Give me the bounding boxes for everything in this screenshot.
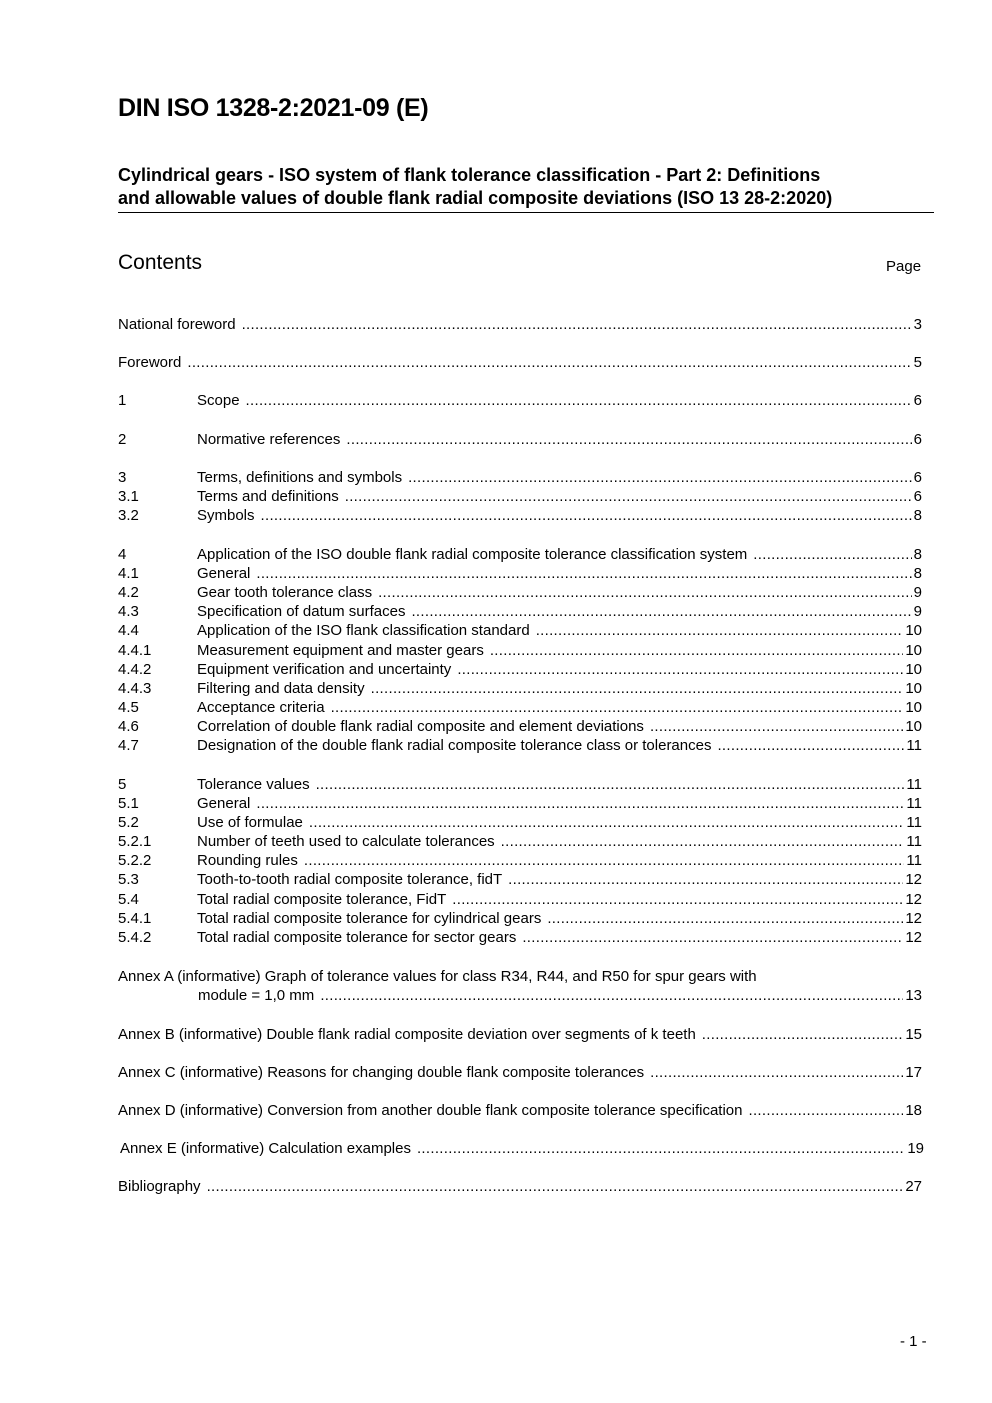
toc-entry-annex[interactable] — [118, 1101, 922, 1120]
toc-leader-dots — [309, 813, 905, 832]
toc-entry-title: Total radial composite tolerance for cylindrical gears — [197, 910, 542, 927]
toc-entry[interactable] — [118, 583, 922, 602]
toc-leader-dots — [457, 660, 903, 679]
toc-entry[interactable] — [118, 890, 922, 909]
toc-entry-page: 11 — [906, 833, 922, 850]
toc-entry-number: 3.2 — [118, 507, 139, 524]
toc-entry-title: Acceptance criteria — [197, 699, 325, 716]
toc-leader-dots — [345, 487, 912, 506]
toc-entry[interactable] — [118, 813, 922, 832]
toc-entry-page: 6 — [913, 469, 922, 486]
toc-entry-number: 5.2 — [118, 814, 139, 831]
toc-entry-page: 12 — [905, 891, 922, 908]
toc-entry-annex[interactable] — [118, 1063, 922, 1082]
toc-entry-title: Terms and definitions — [197, 488, 339, 505]
toc-entry-number: 5 — [118, 776, 127, 793]
toc-leader-dots — [320, 986, 903, 1005]
page-column-heading: Page — [886, 258, 922, 275]
toc-entry-number: 4.4.2 — [118, 661, 152, 678]
toc-entry-page: 3 — [913, 316, 922, 333]
toc-entry[interactable] — [118, 775, 922, 794]
toc-leader-dots — [187, 353, 911, 372]
toc-entry-title: Designation of the double flank radial composite tolerance class or tolerances — [197, 737, 712, 754]
toc-entry[interactable] — [118, 660, 922, 679]
toc-entry-number: 1 — [118, 392, 127, 409]
toc-entry[interactable] — [118, 487, 922, 506]
toc-entry-title: Measurement equipment and master gears — [197, 642, 484, 659]
toc-entry-number: 4 — [118, 546, 127, 563]
toc-entry-page: 8 — [913, 546, 922, 563]
toc-entry-title: Number of teeth used to calculate tolerances — [197, 833, 495, 850]
toc-entry[interactable] — [118, 602, 922, 621]
toc-entry[interactable] — [118, 641, 922, 660]
document-title-line-2: and allowable values of double flank radial composite deviations (ISO 13 28-2:2020) — [118, 188, 833, 208]
toc-entry-title: Symbols — [197, 507, 255, 524]
toc-leader-dots — [371, 679, 904, 698]
toc-entry-page: 18 — [905, 1102, 922, 1119]
toc-entry-number: 4.3 — [118, 603, 139, 620]
toc-entry-page: 11 — [906, 852, 922, 869]
toc-entry-page: 6 — [913, 488, 922, 505]
toc-entry-number: 5.2.2 — [118, 852, 152, 869]
toc-entry-title: Foreword — [118, 354, 182, 371]
toc-leader-dots — [246, 391, 912, 410]
toc-leader-dots — [650, 717, 903, 736]
toc-entry-page: 17 — [905, 1064, 922, 1081]
toc-entry[interactable] — [118, 430, 922, 449]
toc-entry[interactable] — [118, 851, 922, 870]
toc-entry[interactable] — [118, 468, 922, 487]
toc-leader-dots — [547, 909, 903, 928]
toc-entry-number: 5.3 — [118, 871, 139, 888]
toc-entry[interactable] — [118, 736, 922, 755]
toc-entry-number: 4.4 — [118, 622, 139, 639]
toc-entry[interactable] — [118, 679, 922, 698]
toc-entry[interactable] — [118, 909, 922, 928]
toc-entry-title: General — [197, 795, 251, 812]
toc-entry-title: Use of formulae — [197, 814, 303, 831]
toc-entry[interactable] — [118, 545, 922, 564]
toc-entry-page: 6 — [913, 392, 922, 409]
toc-entry-title: Annex C (informative) Reasons for changing double flank composite tolerances — [118, 1064, 645, 1081]
toc-entry[interactable] — [118, 717, 922, 736]
toc-leader-dots — [501, 832, 905, 851]
toc-entry-title: Rounding rules — [197, 852, 298, 869]
toc-entry-title: General — [197, 565, 251, 582]
toc-leader-dots — [490, 641, 903, 660]
toc-leader-dots — [207, 1177, 904, 1196]
toc-entry-page: 10 — [905, 642, 922, 659]
toc-entry-page: 10 — [905, 718, 922, 735]
toc-entry-page: 11 — [906, 795, 922, 812]
toc-entry-title: Gear tooth tolerance class — [197, 584, 373, 601]
toc-leader-dots — [256, 564, 911, 583]
toc-entry-title: Application of the ISO double flank radial composite tolerance classification system — [197, 546, 748, 563]
document-title-line-1: Cylindrical gears - ISO system of flank tolerance classification - Part 2: Definitions — [118, 165, 821, 185]
toc-leader-dots — [304, 851, 905, 870]
toc-entry-title: Normative references — [197, 431, 341, 448]
toc-leader-dots — [378, 583, 912, 602]
toc-leader-dots — [717, 736, 904, 755]
toc-entry-page: 12 — [905, 929, 922, 946]
toc-entry[interactable] — [118, 794, 922, 813]
toc-entry-title: National foreword — [118, 316, 236, 333]
toc-entry[interactable] — [118, 698, 922, 717]
toc-leader-dots — [452, 890, 903, 909]
toc-leader-dots — [408, 468, 912, 487]
toc-entry-title: Annex B (informative) Double flank radial composite deviation over segments of k teeth — [118, 1026, 696, 1043]
toc-entry-title: Filtering and data density — [197, 680, 365, 697]
toc-leader-dots — [748, 1101, 903, 1120]
toc-entry-number: 4.1 — [118, 565, 139, 582]
toc-leader-dots — [411, 602, 911, 621]
toc-entry-page: 15 — [905, 1026, 922, 1043]
toc-entry-number: 5.4.2 — [118, 929, 152, 946]
toc-leader-dots — [508, 870, 903, 889]
toc-entry[interactable] — [118, 315, 922, 334]
toc-entry-page: 13 — [905, 987, 922, 1004]
toc-leader-dots — [256, 794, 904, 813]
toc-entry[interactable] — [118, 564, 922, 583]
toc-entry-number: 4.7 — [118, 737, 139, 754]
toc-entry-page: 10 — [905, 680, 922, 697]
toc-entry[interactable] — [118, 928, 922, 947]
toc-entry[interactable] — [118, 621, 922, 640]
toc-entry-title: Bibliography — [118, 1178, 201, 1195]
toc-leader-dots — [346, 430, 911, 449]
toc-entry-number: 2 — [118, 431, 127, 448]
toc-entry-title: Terms, definitions and symbols — [197, 469, 403, 486]
toc-entry-title: Total radial composite tolerance, FidT — [197, 891, 447, 908]
toc-leader-dots — [702, 1025, 904, 1044]
toc-entry-title: Scope — [197, 392, 240, 409]
toc-entry-annex-a[interactable] — [118, 967, 922, 1005]
toc-entry-page: 9 — [913, 584, 922, 601]
toc-entry-page: 11 — [906, 737, 922, 754]
toc-entry-title: Annex D (informative) Conversion from another double flank composite tolerance specification — [118, 1102, 743, 1119]
toc-entry-number: 3 — [118, 469, 127, 486]
toc-entry-number: 5.4 — [118, 891, 139, 908]
toc-entry-title: Equipment verification and uncertainty — [197, 661, 452, 678]
toc-entry[interactable] — [118, 870, 922, 889]
toc-entry-number: 5.4.1 — [118, 910, 152, 927]
toc-entry-page: 9 — [913, 603, 922, 620]
toc-entry[interactable] — [118, 391, 922, 410]
toc-entry-number: 5.1 — [118, 795, 139, 812]
toc-entry-page: 10 — [905, 661, 922, 678]
toc-entry-page: 19 — [907, 1140, 924, 1157]
toc-entry[interactable] — [118, 832, 922, 851]
toc-entry-page: 5 — [913, 354, 922, 371]
toc-entry-page: 10 — [905, 622, 922, 639]
toc-leader-dots — [417, 1139, 905, 1158]
toc-entry-number: 5.2.1 — [118, 833, 152, 850]
toc-entry-title: Application of the ISO flank classification standard — [197, 622, 530, 639]
toc-entry-title: Specification of datum surfaces — [197, 603, 406, 620]
document-title — [118, 164, 934, 213]
toc-entry-number: 3.1 — [118, 488, 139, 505]
toc-entry[interactable] — [118, 353, 922, 372]
toc-entry-number: 4.5 — [118, 699, 139, 716]
toc-entry-page: 8 — [913, 507, 922, 524]
toc-entry-title: Annex E (informative) Calculation examples — [120, 1140, 411, 1157]
toc-leader-dots — [536, 621, 904, 640]
toc-leader-dots — [522, 928, 903, 947]
toc-entry-annex[interactable] — [118, 1025, 922, 1044]
toc-entry-title: Annex A (informative) Graph of tolerance values for class R34, R44, and R50 for spur gears with — [118, 968, 757, 985]
toc-leader-dots — [316, 775, 905, 794]
toc-entry-title: Total radial composite tolerance for sector gears — [197, 929, 517, 946]
toc-entry-page: 6 — [913, 431, 922, 448]
toc-entry-number: 4.6 — [118, 718, 139, 735]
toc-entry[interactable] — [118, 506, 922, 525]
toc-leader-dots — [261, 506, 912, 525]
toc-entry-number: 4.4.1 — [118, 642, 152, 659]
toc-entry-page: 12 — [905, 871, 922, 888]
toc-entry-number: 4.4.3 — [118, 680, 152, 697]
page-number: - 1 - — [900, 1333, 927, 1350]
toc-entry-page: 10 — [905, 699, 922, 716]
toc-entry-title-continued: module = 1,0 mm — [198, 987, 315, 1004]
toc-entry-title: Tolerance values — [197, 776, 310, 793]
document-id: DIN ISO 1328-2:2021-09 (E) — [118, 94, 429, 122]
toc-entry-page: 27 — [905, 1178, 922, 1195]
toc-entry-number: 4.2 — [118, 584, 139, 601]
toc-entry-title: Correlation of double flank radial composite and element deviations — [197, 718, 644, 735]
toc-entry-title: Tooth-to-tooth radial composite tolerance, fidT — [197, 871, 503, 888]
toc-leader-dots — [753, 545, 911, 564]
contents-heading: Contents — [118, 251, 203, 274]
toc-entry-page: 8 — [913, 565, 922, 582]
toc-entry-annex[interactable] — [120, 1139, 924, 1158]
toc-entry-page: 12 — [905, 910, 922, 927]
toc-entry-page: 11 — [906, 776, 922, 793]
toc-entry-page: 11 — [906, 814, 922, 831]
toc-leader-dots — [650, 1063, 903, 1082]
toc-entry-annex[interactable] — [118, 1177, 922, 1196]
toc-leader-dots — [242, 315, 912, 334]
toc-leader-dots — [331, 698, 904, 717]
